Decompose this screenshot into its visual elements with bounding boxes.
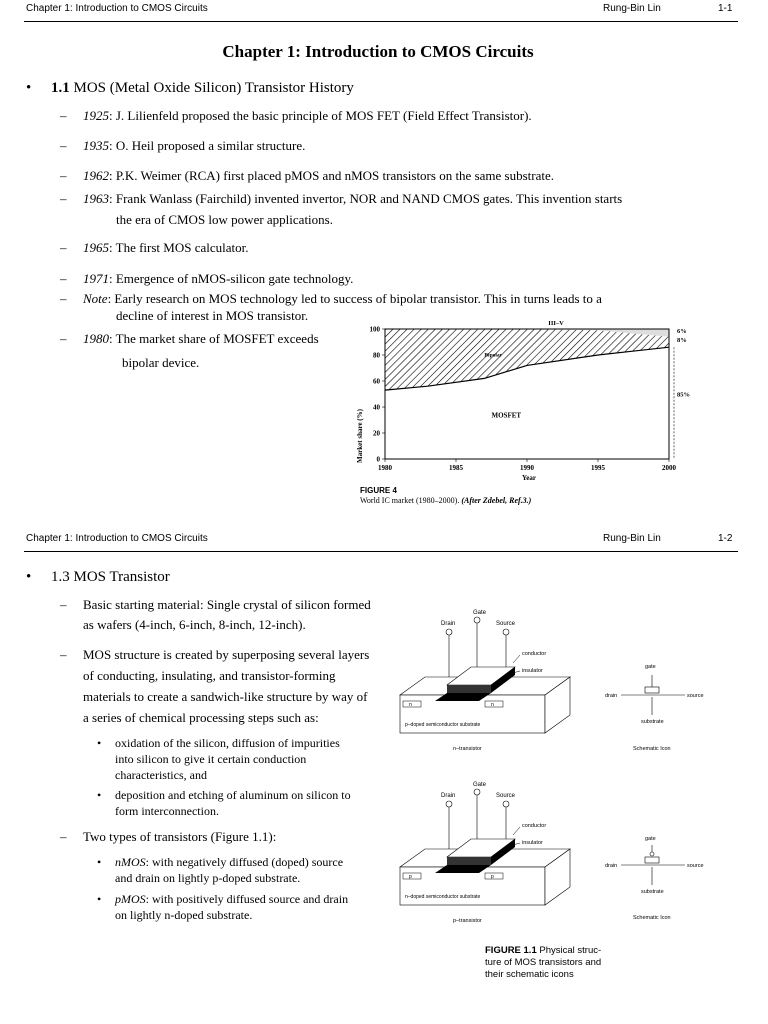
sub-item-line: into silicon to give it certain conduction <box>115 752 307 766</box>
page-header-author: Rung-Bin Lin <box>603 3 661 14</box>
figure11-caption <box>485 945 601 956</box>
section-bullet: • <box>26 569 32 585</box>
figure11-caption-line: ture of MOS transistors and <box>485 957 602 968</box>
section-number: 1.1 <box>51 80 70 96</box>
sub-item-line: oxidation of the silicon, diffusion of impurities <box>115 736 340 750</box>
list-item-line: of conducting, insulating, and transistor-forming <box>83 668 336 683</box>
header-rule <box>24 551 738 552</box>
n-transistor-label: n–transistor <box>453 746 482 752</box>
list-dash: – <box>60 138 67 153</box>
sub-item-line: form interconnection. <box>115 804 219 818</box>
label-drain: Drain <box>441 793 456 799</box>
y-tick-label: 60 <box>373 377 380 386</box>
figure4-caption-label: FIGURE 4 <box>360 486 397 495</box>
list-item <box>83 138 305 154</box>
year: 1935 <box>83 138 109 153</box>
year: 1962 <box>83 168 109 183</box>
p-transistor-diagram <box>400 782 570 924</box>
n-region: n <box>409 702 412 708</box>
label-source: Source <box>496 621 516 627</box>
item-text: : Emergence of nMOS-silicon gate technology. <box>109 271 354 286</box>
figure11-caption-line: Physical struc- <box>539 945 602 956</box>
list-item <box>83 168 554 184</box>
p-substrate-label: n–doped semiconductor substrate <box>405 894 481 900</box>
list-item-line: as wafers (4-inch, 6-inch, 8-inch, 12-inch). <box>83 617 306 632</box>
p-region: p <box>491 874 494 880</box>
list-item <box>83 271 353 287</box>
list-item <box>83 331 319 347</box>
section-bullet: • <box>26 80 32 96</box>
bipolar-share-label: 8% <box>677 337 687 344</box>
item-text: : The market share of MOSFET exceeds <box>109 331 319 346</box>
label-insulator: insulator <box>522 840 543 846</box>
sub-item-line <box>115 892 348 907</box>
list-dash: – <box>60 168 67 183</box>
figure4-caption-text: World IC market (1980–2000). <box>360 496 460 505</box>
schematic-substrate: substrate <box>641 889 664 895</box>
schematic-drain: drain <box>605 863 618 869</box>
item-text: : The first MOS calculator. <box>109 240 249 255</box>
sub-item-line: characteristics, and <box>115 768 207 782</box>
sub-bullet: • <box>97 736 102 750</box>
item-text: : J. Lilienfeld proposed the basic principle of MOS FET (Field Effect Transistor). <box>109 108 532 123</box>
year: 1963 <box>83 191 109 206</box>
bipolar-area <box>385 329 669 390</box>
year: 1965 <box>83 240 109 255</box>
y-tick-label: 40 <box>373 403 380 412</box>
n-region: n <box>491 702 494 708</box>
section-heading: 1.3 MOS Transistor <box>51 569 170 585</box>
mosfet-label: MOSFET <box>491 411 522 420</box>
label-conductor: conductor <box>522 823 547 829</box>
page-header-number: 1-1 <box>718 3 733 14</box>
y-tick-label: 80 <box>373 351 380 360</box>
list-dash: – <box>60 829 67 844</box>
item-text: : P.K. Weimer (RCA) first placed pMOS and nMOS transistors on the same substrate. <box>109 168 554 183</box>
list-dash: – <box>60 291 67 306</box>
page-header-author: Rung-Bin Lin <box>603 533 661 544</box>
schematic-source: source <box>687 693 704 699</box>
list-item <box>83 291 602 307</box>
y-tick-label: 100 <box>369 325 380 334</box>
list-dash: – <box>60 191 67 206</box>
label-drain: Drain <box>441 621 456 627</box>
list-item <box>83 191 622 207</box>
item-continuation: the era of CMOS low power applications. <box>116 212 333 227</box>
n-schematic-icon <box>605 664 704 752</box>
mos-transistor-figure <box>395 605 725 980</box>
sub-item-text: : with positively diffused source and drain <box>145 892 349 906</box>
p-transistor-label: p–transistor <box>453 918 482 924</box>
figure11-caption-line: their schematic icons <box>485 969 574 980</box>
x-tick-label: 1985 <box>449 464 463 472</box>
p-region: p <box>409 874 412 880</box>
schematic-gate: gate <box>645 836 656 842</box>
n-substrate-label: p–doped semiconductor substrate <box>405 722 481 728</box>
label-insulator: insulator <box>522 668 543 674</box>
section-heading <box>51 80 354 97</box>
figure4-caption <box>360 496 532 505</box>
list-dash: – <box>60 271 67 286</box>
sub-bullet: • <box>97 855 102 869</box>
item-continuation: decline of interest in MOS transistor. <box>116 308 309 323</box>
item-continuation: bipolar device. <box>122 355 200 370</box>
x-tick-label: 2000 <box>662 464 676 472</box>
list-item <box>83 108 532 124</box>
y-tick-label: 0 <box>376 455 380 464</box>
bipolar-label: Bipolar <box>484 352 503 359</box>
year: 1971 <box>83 271 109 286</box>
sub-item-line: and drain on lightly p-doped substrate. <box>115 871 301 885</box>
schematic-source: source <box>687 863 704 869</box>
x-tick-label: 1995 <box>591 464 605 472</box>
label-gate: Gate <box>473 782 487 788</box>
year: 1925 <box>83 108 109 123</box>
sub-bullet: • <box>97 892 102 906</box>
sub-bullet: • <box>97 788 102 802</box>
chart-ylabel: Market share (%) <box>356 409 364 463</box>
item-text: : Frank Wanlass (Fairchild) invented invertor, NOR and NAND CMOS gates. This invention starts <box>109 191 623 206</box>
label-conductor: conductor <box>522 651 547 657</box>
header-rule <box>24 21 738 22</box>
page-title: Chapter 1: Introduction to CMOS Circuits <box>222 42 534 61</box>
nmos-term: nMOS <box>115 855 146 869</box>
pmos-term: pMOS <box>115 892 146 906</box>
year: Note <box>83 291 108 306</box>
mosfet-share-label: 85% <box>677 391 690 399</box>
list-item-line: MOS structure is created by superposing several layers <box>83 647 370 662</box>
list-dash: – <box>60 647 67 662</box>
schematic-gate: gate <box>645 664 656 670</box>
figure4-caption-credit: (After Zdebel, Ref.3.) <box>461 496 532 505</box>
sub-item-line: on lightly n-doped substrate. <box>115 908 253 922</box>
sub-item-line <box>115 855 343 870</box>
figure11-caption-label: FIGURE 1.1 <box>485 945 537 956</box>
schematic-substrate: substrate <box>641 719 664 725</box>
label-source: Source <box>496 793 516 799</box>
list-item-line: Two types of transistors (Figure 1.1): <box>83 829 277 844</box>
list-item-line: Basic starting material: Single crystal of silicon formed <box>83 597 371 612</box>
iii-v-share-label: 6% <box>677 327 687 335</box>
year: 1980 <box>83 331 109 346</box>
sub-item-text: : with negatively diffused (doped) source <box>145 855 344 869</box>
page-header-title: Chapter 1: Introduction to CMOS Circuits <box>26 533 208 544</box>
page-header-title: Chapter 1: Introduction to CMOS Circuits <box>26 3 208 14</box>
list-dash: – <box>60 597 67 612</box>
list-dash: – <box>60 108 67 123</box>
label-gate: Gate <box>473 610 487 616</box>
item-text: : O. Heil proposed a similar structure. <box>109 138 306 153</box>
y-tick-label: 20 <box>373 429 380 438</box>
list-item-line: a series of chemical processing steps such as: <box>83 710 319 725</box>
market-share-chart <box>340 318 710 513</box>
item-text: : Early research on MOS technology led to success of bipolar transistor. This in turns leads to a <box>107 291 602 306</box>
list-dash: – <box>60 240 67 255</box>
p-schematic-icon <box>605 836 704 921</box>
schematic-drain: drain <box>605 693 618 699</box>
schematic-icon-label: Schematic Icon <box>633 746 671 752</box>
page-header-number: 1-2 <box>718 533 733 544</box>
x-tick-label: 1980 <box>378 464 392 472</box>
x-tick-label: 1990 <box>520 464 534 472</box>
section-text: MOS (Metal Oxide Silicon) Transistor History <box>73 80 354 96</box>
schematic-icon-label: Schematic Icon <box>633 915 671 921</box>
n-transistor-diagram <box>400 610 570 752</box>
chart-xlabel: Year <box>522 474 536 482</box>
chart-plot-area <box>370 320 691 472</box>
iii-v-label: III–V <box>548 320 564 328</box>
list-dash: – <box>60 331 67 346</box>
list-item <box>83 240 248 256</box>
list-item-line: materials to create a sandwich-like structure by way of <box>83 689 368 704</box>
sub-item-line: deposition and etching of aluminum on silicon to <box>115 788 351 802</box>
